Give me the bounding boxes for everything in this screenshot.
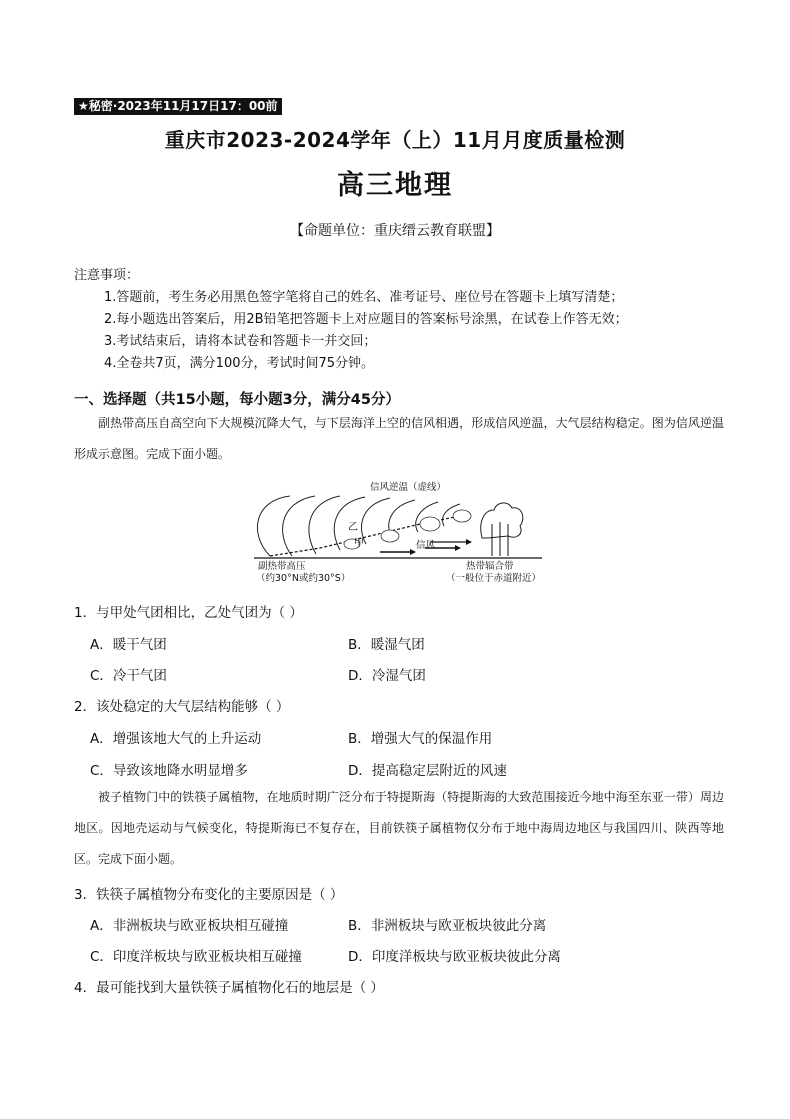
question-stem: 2．该处稳定的大气层结构能够（ ）: [74, 699, 290, 715]
notice-item: 3.考试结束后，请将本试卷和答题卡一并交回；: [104, 334, 377, 349]
figure-top-label: 信风逆温（虚线）: [370, 482, 447, 493]
sinking-air-curve: [283, 496, 315, 556]
option-a: A．非洲板块与欧亚板块相互碰撞: [90, 918, 289, 934]
option-c: C．导致该地降水明显增多: [90, 763, 248, 779]
option-a: A．增强该地大气的上升运动: [90, 731, 262, 747]
label-itcz: 热带辐合带: [466, 561, 514, 572]
label-yi: 乙: [348, 522, 358, 533]
option-b: B．增强大气的保温作用: [348, 731, 493, 747]
option-d: D．提高稳定层附近的风速: [348, 763, 507, 779]
option-c: C．冷干气团: [90, 668, 167, 684]
option-c: C．印度洋板块与欧亚板块相互碰撞: [90, 949, 302, 965]
label-subtropical-high: 副热带高压: [258, 561, 306, 572]
notice-item: 1.答题前，考生务必用黑色签字笔将自己的姓名、准考证号、座位号在答题卡上填写清楚；: [104, 290, 624, 305]
arrow-head-icon: [466, 539, 472, 545]
option-a: A．暖干气团: [90, 637, 167, 653]
label-subtropical-high-lat: （约30°N或约30°S）: [256, 573, 351, 584]
question-stem: 4．最可能找到大量铁筷子属植物化石的地层是（ ）: [74, 980, 384, 996]
notice-item: 2.每小题选出答案后，用2B铅笔把答题卡上对应题目的答案标号涂黑，在试卷上作答无效；: [104, 312, 628, 327]
exam-title: 重庆市2023-2024学年（上）11月月度质量检测: [164, 128, 626, 152]
option-d: D．印度洋板块与欧亚板块彼此分离: [348, 949, 561, 965]
passage-2-text: 被子植物门中的铁筷子属植物，在地质时期广泛分布于特提斯海（特提斯海的大致范围接近今地中海至东亚一带）周边地区。因地壳运动与气候变化，特提斯海已不复存在，目前铁筷子属植物仅分布于地中海周边地区与我国四川、陕西等地区。完成下面小题。: [74, 790, 724, 866]
cloud-icon: [381, 530, 399, 542]
exam-unit: 【命题单位：重庆缙云教育联盟】: [290, 223, 500, 239]
question-stem: 1．与甲处气团相比，乙处气团为（ ）: [74, 605, 303, 621]
question-stem: 3．铁筷子属植物分布变化的主要原因是（ ）: [74, 887, 344, 903]
passage-1: [74, 408, 724, 470]
passage-2: [74, 782, 724, 875]
confidential-label: ★秘密·2023年11月17日17：00前: [74, 98, 282, 115]
option-b: B．非洲板块与欧亚板块彼此分离: [348, 918, 547, 934]
cloud-icon: [420, 517, 440, 531]
label-jia: 甲: [354, 538, 364, 549]
sinking-air-curve: [257, 496, 290, 556]
option-d: D．冷湿气团: [348, 668, 426, 684]
arrow-head-icon: [455, 545, 461, 551]
label-itcz-location: （一般位于赤道附近）: [446, 573, 542, 584]
trade-wind-inversion-diagram: [230, 478, 570, 586]
passage-1-text: 副热带高压自高空向下大规模沉降大气，与下层海洋上空的信风相遇，形成信风逆温，大气层结构稳定。图为信风逆温形成示意图。完成下面小题。: [74, 416, 724, 461]
section-heading: 一、选择题（共15小题，每小题3分，满分45分）: [74, 392, 400, 408]
option-b: B．暖湿气团: [348, 637, 425, 653]
sinking-air-curve: [309, 496, 340, 554]
notice-item: 4.全卷共7页，满分100分，考试时间75分钟。: [104, 356, 375, 371]
inversion-dashed-line: [270, 514, 470, 556]
label-trade-wind: 信风: [416, 540, 436, 551]
cumulonimbus-icon: [481, 503, 523, 538]
cloud-icon: [453, 510, 471, 522]
notice-heading: 注意事项：: [74, 268, 140, 283]
exam-subject: 高三地理: [337, 170, 453, 201]
